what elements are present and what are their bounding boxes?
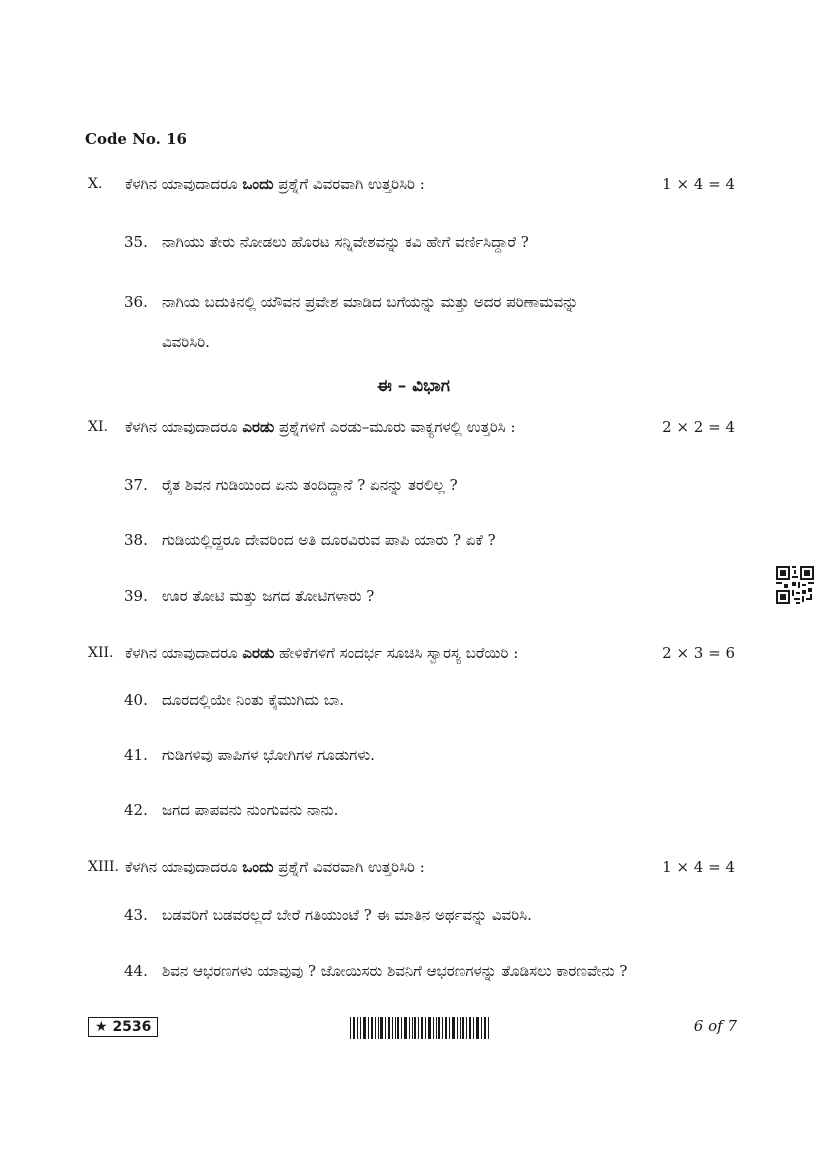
section-marks: 1 × 4 = 4 [662,858,735,876]
paper-code: 2536 [112,1019,152,1035]
barcode-icon [350,1017,490,1039]
section-instruction: ಕೆಳಗಿನ ಯಾವುದಾದರೂ ಒಂದು ಪ್ರಶ್ನೆಗೆ ವಿವರವಾಗಿ ಉತ್ತರಿಸಿರಿ : [125,858,425,876]
question-41: 41. ಗುಡಿಗಳಿವು ಪಾಪಿಗಳ ಭೋಗಿಗಳ ಗೂಡುಗಳು. [124,746,375,764]
qr-code-icon [776,566,814,604]
section-heading: ಈ – ವಿಭಾಗ [377,376,450,396]
question-43: 43. ಬಡವರಿಗೆ ಬಡವರಲ್ಲದೆ ಬೇರೆ ಗತಿಯುಂಟೆ ? ಈ ಮಾತಿನ ಅರ್ಥವನ್ನು ವಿವರಿಸಿ. [124,906,532,924]
question-36: 36. ನಾಗಿಯ ಬದುಕಿನಲ್ಲಿ ಯೌವನ ಪ್ರವೇಶ ಮಾಡಿದ ಬಗೆಯನ್ನು ಮತ್ತು ಅದರ ಪರಿಣಾಮವನ್ನು [124,293,579,311]
paper-code-box [88,1017,158,1037]
question-35: 35. ನಾಗಿಯು ತೇರು ನೋಡಲು ಹೊರಟ ಸನ್ನಿವೇಶವನ್ನು ಕವಿ ಹೇಗೆ ವರ್ಣಿಸಿದ್ದಾರೆ ? [124,233,529,251]
question-37: 37. ರೈತ ಶಿವನ ಗುಡಿಯಿಂದ ಏನು ತಂದಿದ್ದಾನೆ ? ಏನನ್ನು ತರಲಿಲ್ಲ ? [124,476,458,494]
section-marks: 2 × 2 = 4 [662,418,735,436]
section-instruction: ಕೆಳಗಿನ ಯಾವುದಾದರೂ ಒಂದು ಪ್ರಶ್ನೆಗೆ ವಿವರವಾಗಿ ಉತ್ತರಿಸಿರಿ : [125,175,425,193]
question-40: 40. ದೂರದಲ್ಲಿಯೇ ನಿಂತು ಕೈಮುಗಿದು ಬಾ. [124,691,345,709]
section-instruction: ಕೆಳಗಿನ ಯಾವುದಾದರೂ ಎರಡು ಹೇಳಿಕೆಗಳಿಗೆ ಸಂದರ್ಭ ಸೂಚಿಸಿ ಸ್ವಾರಸ್ಯ ಬರೆಯಿರಿ : [125,644,519,662]
section-numeral: XII. [88,645,114,661]
page-number: 6 of 7 [693,1017,737,1035]
section-instruction: ಕೆಳಗಿನ ಯಾವುದಾದರೂ ಎರಡು ಪ್ರಶ್ನೆಗಳಿಗೆ ಎರಡು–ಮೂರು ವಾಕ್ಯಗಳಲ್ಲಿ ಉತ್ತರಿಸಿ : [125,418,516,436]
section-numeral: XI. [88,419,108,435]
star-icon: ★ [95,1019,108,1035]
question-44: 44. ಶಿವನ ಆಭರಣಗಳು ಯಾವುವು ? ಜೋಯಿಸರು ಶಿವನಿಗೆ ಆಭರಣಗಳನ್ನು ತೊಡಿಸಲು ಕಾರಣವೇನು ? [124,962,628,980]
section-numeral: X. [88,176,103,192]
question-42: 42. ಜಗದ ಪಾಪವನು ನುಂಗುವನು ನಾನು. [124,801,339,819]
page-code: Code No. 16 [85,130,187,148]
section-marks: 1 × 4 = 4 [662,175,735,193]
section-numeral: XIII. [88,859,120,875]
question-36-continued: ವಿವರಿಸಿರಿ. [162,333,210,351]
question-38: 38. ಗುಡಿಯಲ್ಲಿದ್ದರೂ ದೇವರಿಂದ ಅತಿ ದೂರವಿರುವ ಪಾಪಿ ಯಾರು ? ಏಕೆ ? [124,531,496,549]
question-39: 39. ಊರ ತೋಟಿ ಮತ್ತು ಜಗದ ತೋಟಿಗಳಾರು ? [124,587,375,605]
section-marks: 2 × 3 = 6 [662,644,735,662]
